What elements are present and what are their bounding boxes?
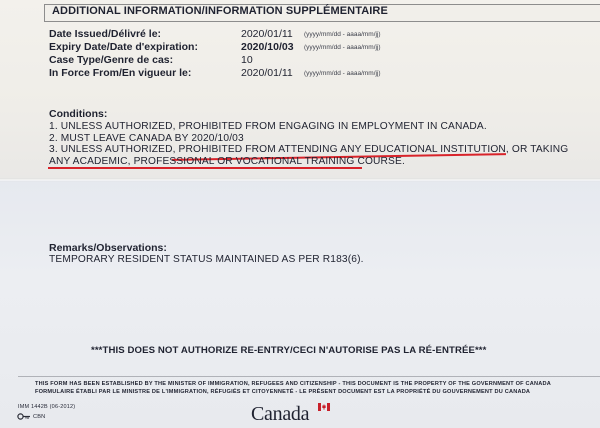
condition-line-4: ANY ACADEMIC, PROFESSIONAL OR VOCATIONAL TRAINING COURSE. [49, 156, 405, 167]
condition-line-1: 1. UNLESS AUTHORIZED, PROHIBITED FROM ENGAGING IN EMPLOYMENT IN CANADA. [49, 121, 487, 132]
field-label-in-force-from: In Force From/En vigueur le: [49, 67, 192, 79]
paper-fold [0, 178, 600, 182]
footer-line-english: THIS FORM HAS BEEN ESTABLISHED BY THE MINISTER OF IMMIGRATION, REFUGEES AND CITIZENSHIP - THIS DOCUMENT IS THE PROPERTY OF THE GOVERNMENT OF CANADA [35, 381, 551, 387]
cbn-label: CBN [33, 414, 46, 420]
condition-line-2: 2. MUST LEAVE CANADA BY 2020/10/03 [49, 133, 244, 144]
field-value-expiry-date: 2020/10/03 [241, 41, 294, 53]
form-id: IMM 1442B (06-2012) [18, 404, 76, 410]
canada-wordmark: Canada [251, 403, 310, 425]
field-format-date-issued: (yyyy/mm/dd - aaaa/mm/jj) [304, 31, 381, 38]
field-format-in-force-from: (yyyy/mm/dd - aaaa/mm/jj) [304, 70, 381, 77]
field-value-date-issued: 2020/01/11 [241, 28, 293, 40]
remarks-title: Remarks/Observations: [49, 242, 167, 254]
field-format-expiry-date: (yyyy/mm/dd - aaaa/mm/jj) [304, 44, 381, 51]
remarks-text: TEMPORARY RESIDENT STATUS MAINTAINED AS PER R183(6). [49, 254, 364, 265]
field-label-case-type: Case Type/Genre de cas: [49, 54, 174, 66]
red-underline-2 [48, 167, 362, 169]
field-label-expiry-date: Expiry Date/Date d'expiration: [49, 41, 198, 53]
reentry-notice: ***THIS DOES NOT AUTHORIZE RE-ENTRY/CECI N'AUTORISE PAS LA RÉ-ENTRÉE*** [91, 345, 487, 356]
maple-flag-icon [318, 403, 330, 411]
footer-rule [18, 376, 600, 377]
field-value-case-type: 10 [241, 54, 253, 66]
conditions-title: Conditions: [49, 108, 108, 120]
section-header: ADDITIONAL INFORMATION/INFORMATION SUPPLÉMENTAIRE [52, 5, 388, 17]
condition-line-3: 3. UNLESS AUTHORIZED, PROHIBITED FROM ATTENDING ANY EDUCATIONAL INSTITUTION, OR TAKING [49, 144, 569, 155]
field-value-in-force-from: 2020/01/11 [241, 67, 293, 79]
field-label-date-issued: Date Issued/Délivré le: [49, 28, 162, 40]
key-icon [17, 413, 31, 420]
footer-line-french: FORMULAIRE ÉTABLI PAR LE MINISTRE DE L'IMMIGRATION, RÉFUGIÉS ET CITOYENNETÉ - LE PRÉSENT DOCUMENT EST LA PROPRIÉTÉ DU GOUVERNEMENT DU CANADA [35, 389, 531, 395]
